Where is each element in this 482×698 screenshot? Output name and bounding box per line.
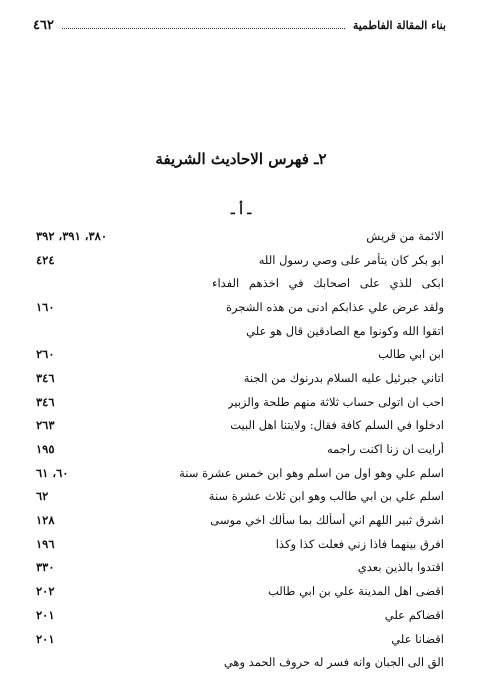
- index-entry: [36, 650, 444, 674]
- index-entry: [36, 248, 444, 272]
- entry-pages: ١٢٨: [36, 513, 55, 528]
- hadith-index-list: [36, 224, 444, 674]
- entry-text: ادخلوا في السلم كافة فقال: ولايتنا اهل البيت: [230, 418, 444, 433]
- entry-text: اقتدوا بالذين بعدي: [357, 560, 444, 575]
- section-title: ٢ـ فهرس الاحاديث الشريفة: [155, 150, 327, 168]
- index-entry: [36, 342, 444, 366]
- page-number: ٤٦٢: [33, 17, 54, 33]
- entry-text: اسلم علي وهو اول من اسلم وهو ابن خمس عشرة سنة: [179, 465, 444, 480]
- index-entry: [36, 508, 444, 532]
- entry-pages: ٣٤٦: [36, 394, 55, 409]
- entry-text: اقضاكم علي: [384, 607, 444, 622]
- entry-text: افرق بينهما فاذا زني فعلت كذا وكذا: [275, 536, 444, 551]
- entry-text: احب ان اتولى حساب ثلاثة منهم طلحة والزبير: [227, 394, 444, 409]
- entry-text: اقضانا علي: [391, 631, 444, 646]
- entry-pages: ١٩٦: [36, 536, 55, 551]
- entry-pages: ٢٦٣: [36, 418, 55, 433]
- entry-pages: ٤٢٤: [36, 252, 55, 267]
- entry-pages: ٢٠١: [36, 607, 55, 622]
- entry-pages: ١٩٥: [36, 442, 55, 457]
- entry-pages: ١٦٠: [36, 299, 55, 314]
- index-entry: [36, 437, 444, 461]
- letter-heading: ـ أ ـ: [230, 203, 252, 218]
- entry-pages: ٢٠٢: [36, 584, 55, 599]
- index-entry: [36, 390, 444, 414]
- entry-text: اتقوا الله وكونوا مع الصادقين قال هو علي: [246, 323, 444, 338]
- entry-text: ابكى للذي على اصحابك في اخذهم الفداء: [212, 276, 444, 291]
- entry-pages: ٢٦٠: [36, 347, 55, 362]
- entry-text: اشرق ثبير اللهم اني أسألك بما سألك اخي موسى: [210, 513, 444, 528]
- index-entry: [36, 366, 444, 390]
- index-entry: [36, 319, 444, 343]
- index-entry: [36, 271, 444, 295]
- entry-text: ابو بكر كان يتأمر على وصي رسول الله: [258, 252, 444, 267]
- entry-text: ولقد عرض علي عذابكم ادنى من هذه الشجرة: [225, 299, 444, 314]
- index-entry: [36, 414, 444, 438]
- entry-pages: ٣٤٦: [36, 370, 55, 385]
- entry-pages: ٣٨٠، ٣٩١، ٣٩٢: [36, 228, 108, 243]
- index-entry: [36, 603, 444, 627]
- index-entry: [36, 461, 444, 485]
- entry-text: اتاني جبرئيل عليه السلام بدرنوك من الجنة: [243, 370, 444, 385]
- running-title: بناء المقالة الفاطمية: [352, 18, 446, 32]
- entry-text: الائمة من قريش: [366, 228, 444, 243]
- index-entry: [36, 224, 444, 248]
- entry-pages: ٦٠، ٦١: [36, 465, 69, 480]
- entry-text: اقضى اهل المدينة علي بن ابي طالب: [267, 584, 444, 599]
- entry-text: اسلم علي بن ابي طالب وهو ابن ثلاث عشرة سنة: [208, 489, 444, 504]
- index-entry: [36, 485, 444, 509]
- entry-text: الق الى الجبان وانه فسر له حروف الحمد وهي: [223, 655, 444, 670]
- entry-text: ابن ابي طالب: [378, 347, 444, 362]
- entry-pages: ٣٣٠: [36, 560, 55, 575]
- entry-pages: ٦٢: [36, 489, 49, 504]
- index-entry: [36, 295, 444, 319]
- dotted-leader: [62, 28, 345, 29]
- index-entry: [36, 532, 444, 556]
- index-entry: [36, 627, 444, 651]
- index-entry: [36, 579, 444, 603]
- entry-pages: ٢٠١: [36, 631, 55, 646]
- running-head: [33, 14, 446, 36]
- index-entry: [36, 556, 444, 580]
- entry-text: أرايت ان زنا اكنت راجمه: [326, 442, 444, 457]
